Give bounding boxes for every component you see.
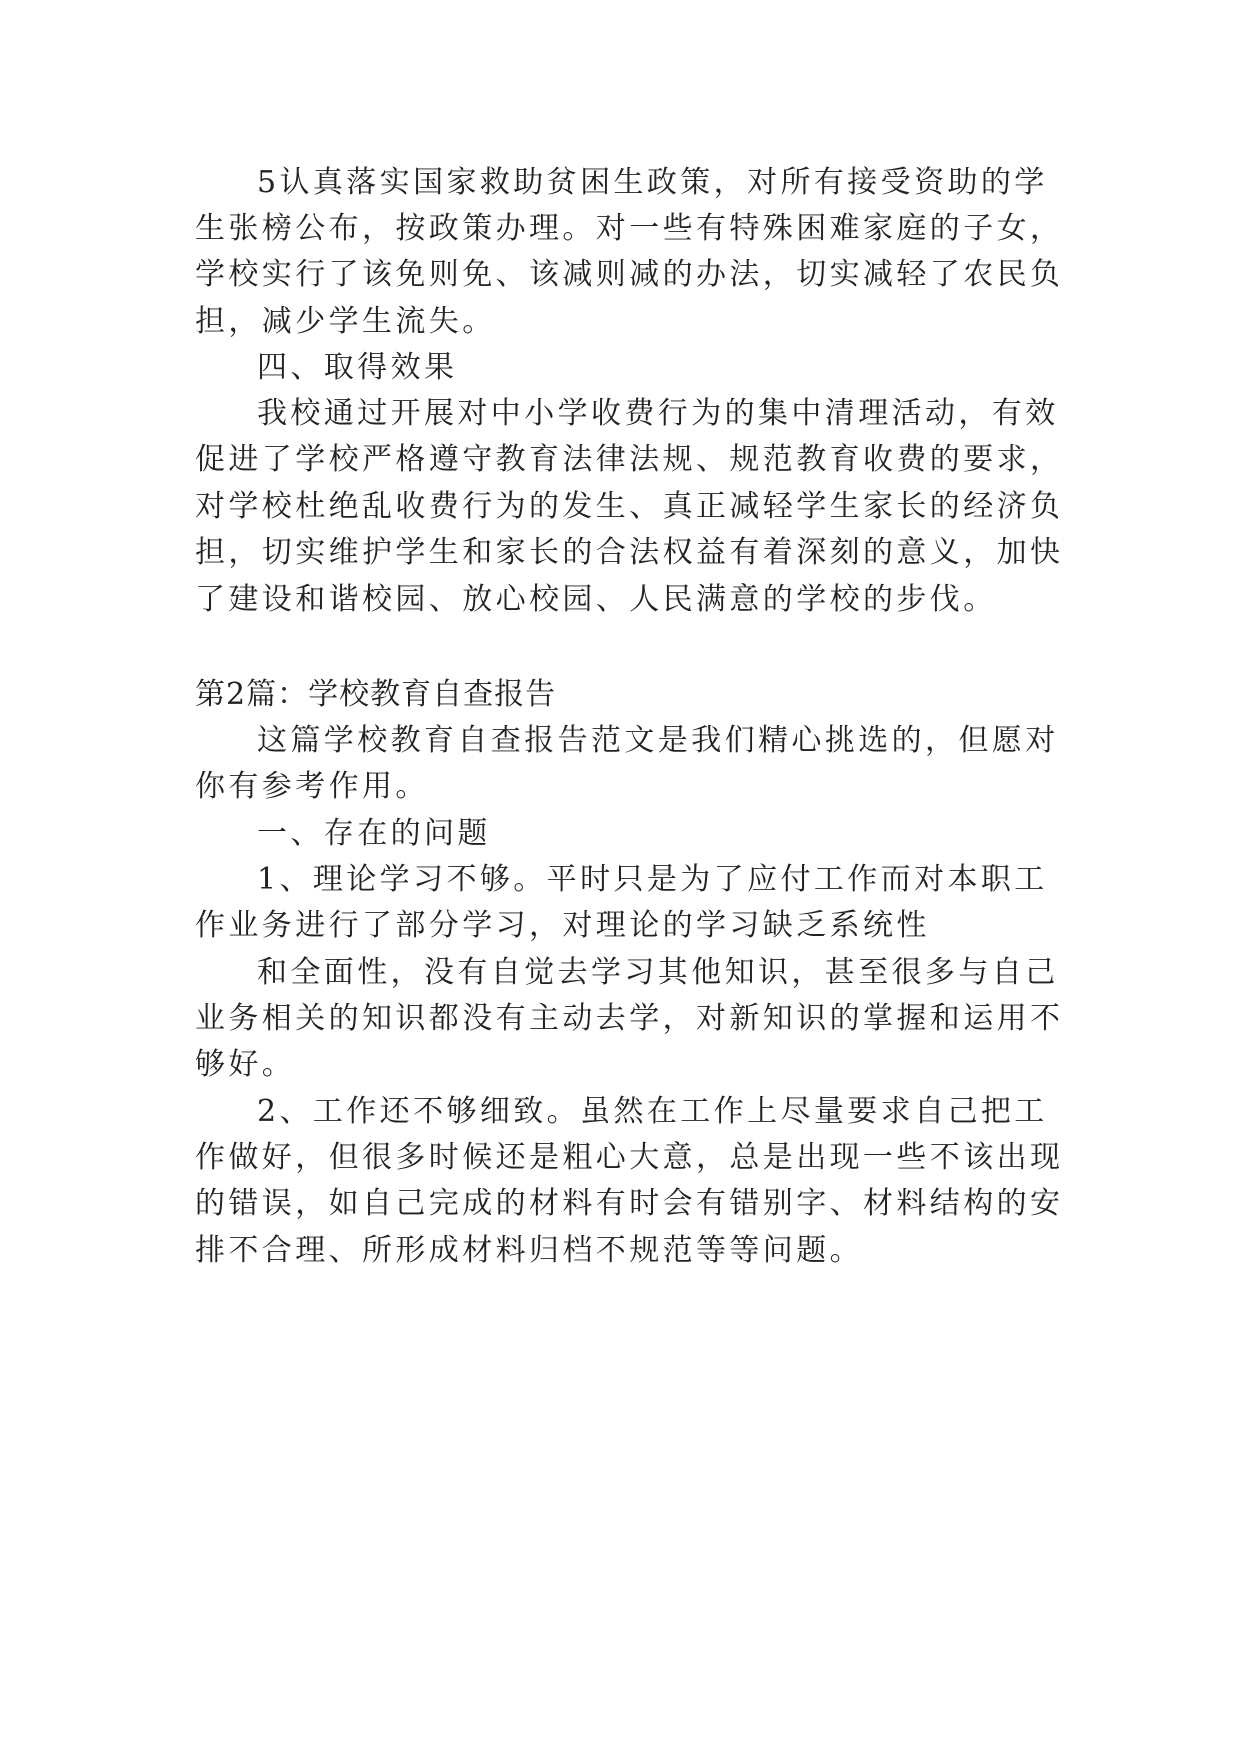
- section-heading: 四、取得效果: [257, 350, 458, 385]
- text-line: 学校实行了该免则免、该减则减的办法，切实减轻了农民负: [195, 257, 1064, 292]
- text-line: 这篇学校教育自查报告范文是我们精心挑选的，但愿对: [257, 723, 1059, 758]
- text-line: 生张榜公布，按政策办理。对一些有特殊困难家庭的子女，: [195, 211, 1064, 246]
- article-title: 第2篇：学校教育自查报告: [195, 677, 557, 712]
- section-heading: 一、存在的问题: [257, 816, 491, 851]
- text-line: 担，切实维护学生和家长的合法权益有着深刻的意义，加快: [195, 535, 1064, 570]
- text-line: 你有参考作用。: [195, 769, 429, 804]
- text-line: 担，减少学生流失。: [195, 304, 496, 339]
- text-line: 的错误，如自己完成的材料有时会有错别字、材料结构的安: [195, 1186, 1064, 1221]
- text-line: 排不合理、所形成材料归档不规范等等问题。: [195, 1233, 863, 1268]
- text-line: 够好。: [195, 1047, 296, 1082]
- text-line: 2、工作还不够细致。虽然在工作上尽量要求自己把工: [257, 1094, 1048, 1129]
- text-line: 作做好，但很多时候还是粗心大意，总是出现一些不该出现: [195, 1140, 1064, 1175]
- text-line: 业务相关的知识都没有主动去学，对新知识的掌握和运用不: [195, 1001, 1064, 1036]
- text-line: 1、理论学习不够。平时只是为了应付工作而对本职工: [257, 862, 1048, 897]
- text-line: 作业务进行了部分学习，对理论的学习缺乏系统性: [195, 908, 930, 943]
- text-line: 对学校杜绝乱收费行为的发生、真正减轻学生家长的经济负: [195, 489, 1064, 524]
- text-line: 促进了学校严格遵守教育法律法规、规范教育收费的要求，: [195, 442, 1064, 477]
- text-line: 我校通过开展对中小学收费行为的集中清理活动，有效: [257, 396, 1059, 431]
- text-line: 和全面性，没有自觉去学习其他知识，甚至很多与自己: [257, 955, 1059, 990]
- text-line: 5认真落实国家救助贫困生政策，对所有接受资助的学: [257, 165, 1048, 200]
- text-line: 了建设和谐校园、放心校园、人民满意的学校的步伐。: [195, 582, 997, 617]
